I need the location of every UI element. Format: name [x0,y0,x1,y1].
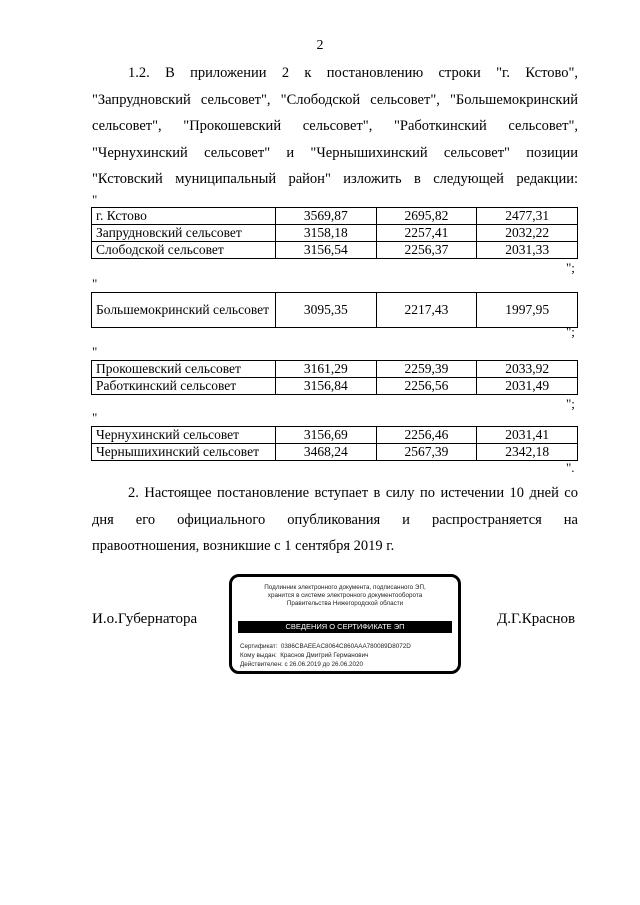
value-cell: 3156,54 [276,242,377,259]
value-cell: 2695,82 [376,208,477,225]
settlement-name-cell: Запрудновский сельсовет [92,225,276,242]
table-row [92,444,578,461]
paragraph-1 [92,60,578,193]
stamp-label: Сертификат: [240,643,278,650]
value-cell: 3156,84 [276,378,377,395]
open-quote-2: " [92,276,98,291]
signatory-position: И.о.Губернатора [92,611,198,627]
settlement-name-cell: Чернышихинский сельсовет [92,444,276,461]
settlement-name-cell: г. Кстово [92,208,276,225]
value-cell: 3569,87 [276,208,377,225]
close-quote-2: "; [566,324,575,339]
table-body [92,361,578,395]
table-body [92,293,578,328]
settlement-name-cell: Чернухинский сельсовет [92,427,276,444]
table-body [92,427,578,461]
settlement-name-cell: Прокошевский сельсовет [92,361,276,378]
stamp-value: 0386CBAEEAC8064C860AAA780089D8072D [280,643,411,650]
open-quote-4: " [92,410,98,425]
value-cell: 2217,43 [376,293,477,328]
value-cell: 3161,29 [276,361,377,378]
settlement-name-cell: Большемокринский сельсовет [92,293,276,328]
value-cell: 2256,56 [376,378,477,395]
stamp-line: Подлинник электронного документа, подписанного ЭП, [264,584,426,591]
table-body [92,208,578,259]
open-quote-1: " [92,192,98,207]
stamp-line: хранится в системе электронного документооборота [267,592,423,599]
stamp-header [232,584,458,608]
table-row [92,242,578,259]
value-cell: 2032,22 [477,225,578,242]
value-cell: 2031,49 [477,378,578,395]
paragraph-2-text: 2. Настоящее постановление вступает в силу по истечении 10 дней со дня его официального опубликования и распространяется на правоотношения, возникшие с 1 сентября 2019 г. [92,485,578,554]
value-cell: 3156,69 [276,427,377,444]
value-cell: 2256,46 [376,427,477,444]
value-cell: 2567,39 [376,444,477,461]
stamp-valid [240,661,363,669]
page-number: 2 [316,38,324,53]
table-block-4 [91,426,578,461]
paragraph-2 [92,480,578,560]
value-cell: 2256,37 [376,242,477,259]
stamp-issued-to [240,652,368,660]
table-row [92,361,578,378]
value-cell: 2031,41 [477,427,578,444]
stamp-value: с 26.06.2019 до 26.06.2020 [284,661,364,668]
open-quote-3: " [92,344,98,359]
table-block-3 [91,360,578,395]
table-row [92,378,578,395]
digital-signature-stamp [229,574,461,674]
final-quote: ". [566,460,575,475]
paragraph-1-text: 1.2. В приложении 2 к постановлению строки "г. Кстово", "Запрудновский сельсовет", "Слободской сельсовет", "Большемокринский сельсовет", "Прокошевский сельсовет", "Работкинский сельсовет", "Чернухинский сельсовет" и "Чернышихинский сельсовет" позиции "Кстовский муниципальный район" изложить в следующей редакции: [92,65,578,187]
settlement-name-cell: Работкинский сельсовет [92,378,276,395]
stamp-line: Правительства Нижегородской области [286,600,404,607]
stamp-label: Действителен: [240,661,283,668]
signatory-name: Д.Г.Краснов [497,611,576,627]
value-cell: 3468,24 [276,444,377,461]
value-cell: 2033,92 [477,361,578,378]
table-row [92,427,578,444]
value-cell: 1997,95 [477,293,578,328]
value-cell: 3095,35 [276,293,377,328]
close-quote-3: "; [566,396,575,411]
table-block-1 [91,207,578,259]
stamp-certificate [240,643,411,651]
value-cell: 2477,31 [477,208,578,225]
value-cell: 3158,18 [276,225,377,242]
stamp-label: Кому выдан: [240,652,277,659]
table-row [92,293,578,328]
table-row [92,208,578,225]
value-cell: 2031,33 [477,242,578,259]
settlement-name-cell: Слободской сельсовет [92,242,276,259]
value-cell: 2259,39 [376,361,477,378]
stamp-value: Краснов Дмитрий Германович [280,652,369,659]
close-quote-1: "; [566,260,575,275]
table-block-2 [91,292,578,328]
table-row [92,225,578,242]
stamp-title: СВЕДЕНИЯ О СЕРТИФИКАТЕ ЭП [238,621,452,633]
value-cell: 2257,41 [376,225,477,242]
value-cell: 2342,18 [477,444,578,461]
